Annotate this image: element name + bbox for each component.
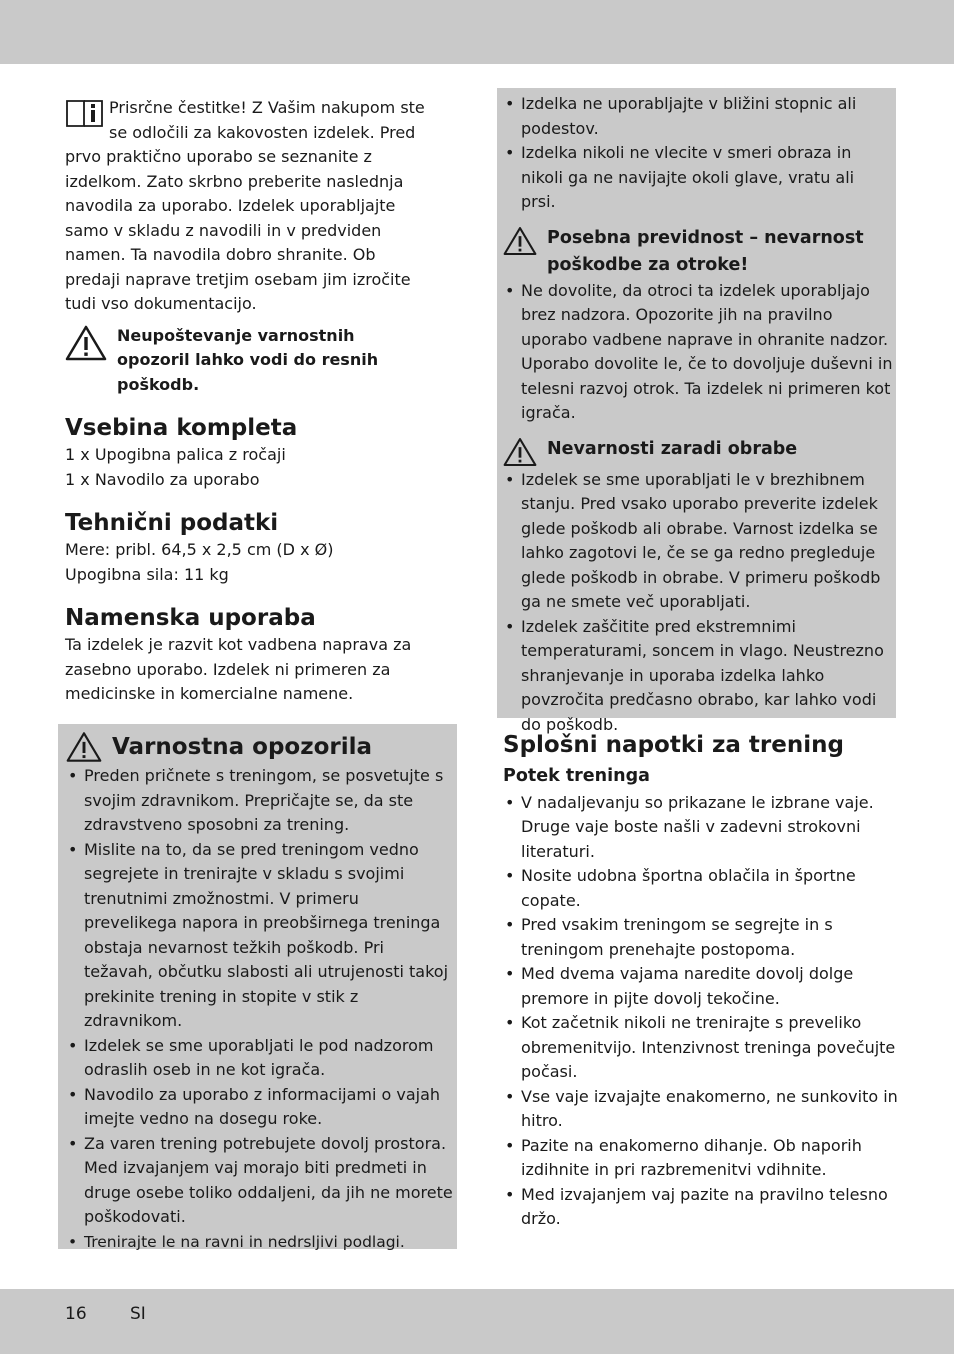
safety-box-continued [497, 88, 896, 734]
list-item: • Ne dovolite, da otroci ta izdelek uporabljajo brez nadzora. Opozorite jih na pravilno uporabo vadbene naprave in ohranite nadzor. Uporabo dovolite le, če to dovoljuje duševni in telesni razvoj otrok. Ta izdelek ni primeren kot igrača. [503, 279, 893, 426]
list-item: • Izdelka ne uporabljajte v bližini stopnic ali podestov. [503, 92, 893, 141]
intended-use-text: Ta izdelek je razvit kot vadbena naprava za zasebno uporabo. Izdelek ni primeren za medicinske in komercialne namene. [65, 635, 412, 703]
intro-text: Prisrčne čestitke! Z Vašim nakupom ste se odločili za kakovosten izdelek. Pred prvo praktično uporabo se seznanite z izdelkom. Zato skrbno preberite naslednja navodila za uporabo. Izdelek uporabljajte samo v skladu z navodili in v predviden namen. Ta navodila dobro shranite. Ob predaji naprave tretjim osebam jim izročite tudi vso dokumentacijo. [65, 98, 425, 313]
left-column [65, 96, 425, 707]
contents-title: Vsebina kompleta [65, 415, 298, 441]
warning-icon [503, 436, 537, 468]
list-item: • Med dvema vajama naredite dovolj dolge premore in pijte dovolj tekočine. [503, 962, 903, 1011]
children-warning-title: Posebna previdnost – nevarnost poškodbe za otroke! [547, 227, 864, 275]
main-warning-text: Neupoštevanje varnostnih opozoril lahko vodi do resnih poškodb. [117, 325, 379, 394]
list-item: • Mislite na to, da se pred treningom vedno segrejete in trenirajte v skladu s svojimi trenutnimi zmožnostmi. V primeru prevelikega napora in preobširnega treninga obstaja nevarnost težkih poškodb. Pri težavah, občutku slabosti ali utrujenosti takoj prekinite trening in stopite v stik z zdravnikom. [66, 838, 454, 1034]
training-list [503, 791, 903, 1232]
list-item: • Nosite udobna športna oblačila in športne copate. [503, 864, 903, 913]
warning-icon [65, 324, 107, 362]
safety-title: Varnostna opozorila [112, 734, 373, 760]
children-list [503, 279, 893, 426]
wear-warning-title-row [503, 436, 893, 468]
training-section [503, 730, 903, 1232]
children-warning-title-row [503, 225, 893, 279]
technical-item: Mere: pribl. 64,5 x 2,5 cm (D x Ø) [65, 540, 334, 559]
page-number: 16 [65, 1304, 87, 1324]
list-item: • Izdelek se sme uporabljati le v brezhibnem stanju. Pred vsako uporabo preverite izdelek glede poškodb ali obrabe. Varnost izdelka se lahko zagotovi le, če se ga redno pregleduje glede poškodb in obrabe. V primeru poškodb ga ne smete več uporabljati. [503, 468, 893, 615]
list-item: • V nadaljevanju so prikazane le izbrane vaje. Druge vaje boste našli v zadevni strokovni literaturi. [503, 791, 903, 865]
wear-warning-title: Nevarnosti zaradi obrabe [547, 438, 798, 459]
safety-box [58, 724, 457, 1249]
list-item: • Za varen trening potrebujete dovolj prostora. Med izvajanjem vaj morajo biti predmeti in druge osebe toliko oddaljeni, da jih ne morete poškodovati. [66, 1132, 454, 1230]
list-item: • Vse vaje izvajajte enakomerno, ne sunkovito in hitro. [503, 1085, 903, 1134]
main-warning [65, 324, 425, 398]
safety-title-row [66, 730, 454, 764]
safety-cont-list [503, 92, 893, 215]
list-item: • Izdelek zaščitite pred ekstremnimi temperaturami, soncem in vlago. Neustrezno shranjevanje in uporaba izdelka lahko povzročita predčasno obrabo, kar lahko vodi do poškodb. [503, 615, 893, 738]
training-subtitle: Potek treninga [503, 766, 650, 786]
language-code: SI [130, 1304, 146, 1324]
list-item: • Trenirajte le na ravni in nedrsljivi podlagi. [66, 1230, 454, 1255]
safety-list [66, 764, 454, 1254]
list-item: • Preden pričnete s treningom, se posvetujte s svojim zdravnikom. Prepričajte se, da ste zdravstveno sposobni za trening. [66, 764, 454, 838]
list-item: • Pred vsakim treningom se segrejte in s treningom prenehajte postopoma. [503, 913, 903, 962]
list-item: • Pazite na enakomerno dihanje. Ob naporih izdihnite in pri razbremenitvi vdihnite. [503, 1134, 903, 1183]
list-item: • Izdelek se sme uporabljati le pod nadzorom odraslih oseb in ne kot igrača. [66, 1034, 454, 1083]
list-item: • Kot začetnik nikoli ne trenirajte s preveliko obremenitvijo. Intenzivnost treninga povečujte počasi. [503, 1011, 903, 1085]
list-item: • Med izvajanjem vaj pazite na pravilno telesno držo. [503, 1183, 903, 1232]
warning-icon [503, 225, 537, 257]
top-bar [0, 0, 954, 64]
training-title: Splošni napotki za trening [503, 732, 844, 758]
contents-item: 1 x Upogibna palica z ročaji [65, 445, 286, 464]
book-info-icon [65, 98, 105, 128]
list-item: • Navodilo za uporabo z informacijami o vajah imejte vedno na dosegu roke. [66, 1083, 454, 1132]
intro-section [65, 96, 425, 317]
warning-icon [66, 730, 102, 764]
technical-item: Upogibna sila: 11 kg [65, 564, 229, 584]
intended-use-title: Namenska uporaba [65, 605, 316, 631]
contents-item: 1 x Navodilo za uporabo [65, 469, 260, 489]
list-item: • Izdelka nikoli ne vlecite v smeri obraza in nikoli ga ne navijajte okoli glave, vratu ali prsi. [503, 141, 893, 215]
wear-list [503, 468, 893, 738]
technical-title: Tehnični podatki [65, 510, 279, 536]
